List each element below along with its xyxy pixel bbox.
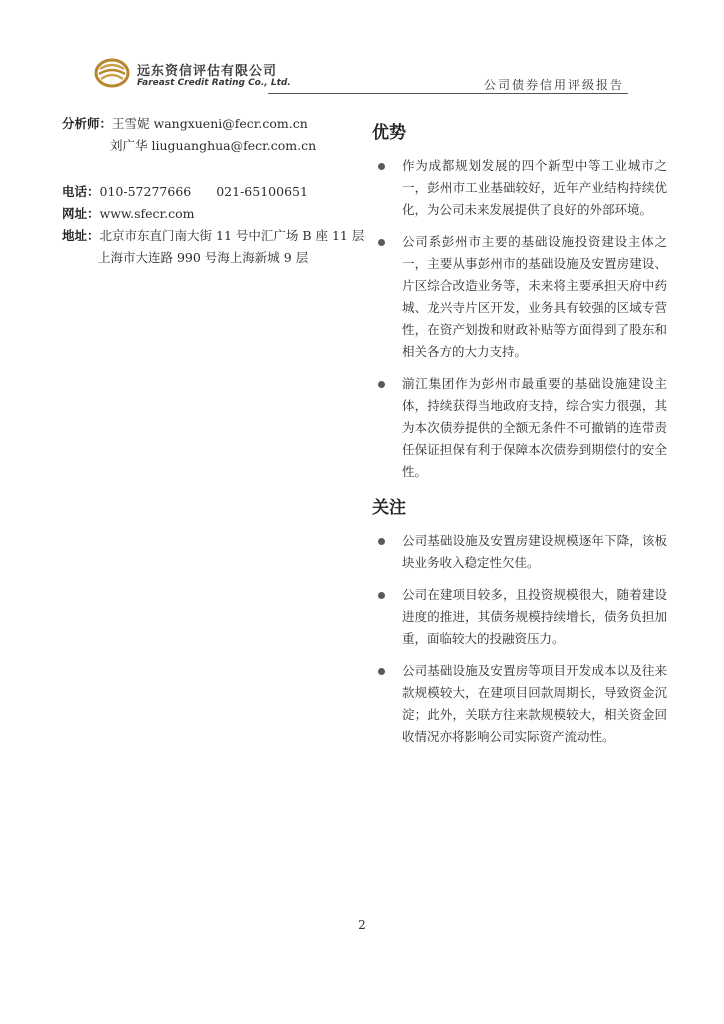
analyst-2: 刘广华 liuguanghua@fecr.com.cn bbox=[110, 138, 317, 153]
address-line-1: 北京市东直门南大街 11 号中汇广场 B 座 11 层 bbox=[99, 228, 365, 243]
concerns-heading: 关注 bbox=[372, 498, 406, 518]
address-row bbox=[62, 225, 365, 247]
bullet-dot-icon bbox=[378, 381, 385, 388]
analyst-row-2 bbox=[62, 135, 352, 157]
company-name-cn: 远东资信评估有限公司 bbox=[137, 64, 278, 79]
list-item bbox=[372, 660, 667, 748]
bullet-dot-icon bbox=[378, 239, 385, 246]
bullet-dot-icon bbox=[378, 668, 385, 675]
concerns-section bbox=[372, 493, 667, 748]
spacer bbox=[62, 157, 352, 181]
website-label: 网址： bbox=[62, 206, 100, 221]
bullet-text: 公司基础设施及安置房等项目开发成本以及往来款规模较大，在建项目回款周期长，导致资金沉淀；此外，关联方往来款规模较大，相关资金回收情况亦将影响公司实际资产流动性。 bbox=[402, 663, 667, 744]
strengths-section bbox=[372, 118, 667, 483]
header-divider bbox=[268, 93, 628, 94]
list-item bbox=[372, 373, 667, 483]
bullet-text: 公司在建项目较多，且投资规模很大，随着建设进度的推进，其债务规模持续增长，债务负担加重，面临较大的投融资压力。 bbox=[402, 587, 667, 646]
analyst-1: 王雪妮 wangxueni@fecr.com.cn bbox=[112, 116, 308, 131]
strengths-heading: 优势 bbox=[372, 123, 406, 143]
report-title: 公司债券信用评级报告 bbox=[483, 78, 624, 92]
list-item bbox=[372, 231, 667, 363]
address-line-2: 上海市大连路 990 号海上海新城 9 层 bbox=[98, 250, 309, 265]
analyst-row bbox=[62, 113, 352, 135]
bullet-dot-icon bbox=[378, 538, 385, 545]
bullet-text: 公司系彭州市主要的基础设施投资建设主体之一，主要从事彭州市的基础设施及安置房建设、片区综合改造业务等，未来将主要承担天府中药城、龙兴寺片区开发，业务具有较强的区域专营性，在资产划拨和财政补贴等方面得到了股东和相关各方的大力支持。 bbox=[402, 234, 667, 359]
bullet-text: 湔江集团作为彭州市最重要的基础设施建设主体，持续获得当地政府支持，综合实力很强，其为本次债券提供的全额无条件不可撤销的连带责任保证担保有利于保障本次债券到期偿付的安全性。 bbox=[402, 376, 667, 479]
phone-label: 电话： bbox=[62, 184, 100, 199]
summary-column bbox=[372, 118, 667, 758]
address-row-2 bbox=[62, 247, 352, 269]
list-item bbox=[372, 584, 667, 650]
contact-block bbox=[62, 113, 365, 269]
bullet-dot-icon bbox=[378, 163, 385, 170]
website-value: www.sfecr.com bbox=[99, 206, 195, 221]
analyst-label: 分析师： bbox=[62, 116, 113, 131]
fareast-logo-icon bbox=[94, 57, 130, 89]
phone-value: 010-57277666 021-65100651 bbox=[99, 184, 308, 199]
bullet-dot-icon bbox=[378, 592, 385, 599]
page-number: 2 bbox=[358, 918, 366, 932]
website-row bbox=[62, 203, 352, 225]
concerns-list bbox=[372, 530, 667, 748]
bullet-text: 公司基础设施及安置房建设规模逐年下降，该板块业务收入稳定性欠佳。 bbox=[402, 533, 667, 570]
page-header bbox=[0, 0, 724, 100]
bullet-text: 作为成都规划发展的四个新型中等工业城市之一，彭州市工业基础较好，近年产业结构持续优化，为公司未来发展提供了良好的外部环境。 bbox=[402, 158, 667, 217]
address-label: 地址： bbox=[62, 228, 100, 243]
company-name-en: Fareast Credit Rating Co., Ltd. bbox=[137, 78, 291, 88]
list-item bbox=[372, 530, 667, 574]
phone-row bbox=[62, 181, 352, 203]
strengths-list bbox=[372, 155, 667, 483]
list-item bbox=[372, 155, 667, 221]
